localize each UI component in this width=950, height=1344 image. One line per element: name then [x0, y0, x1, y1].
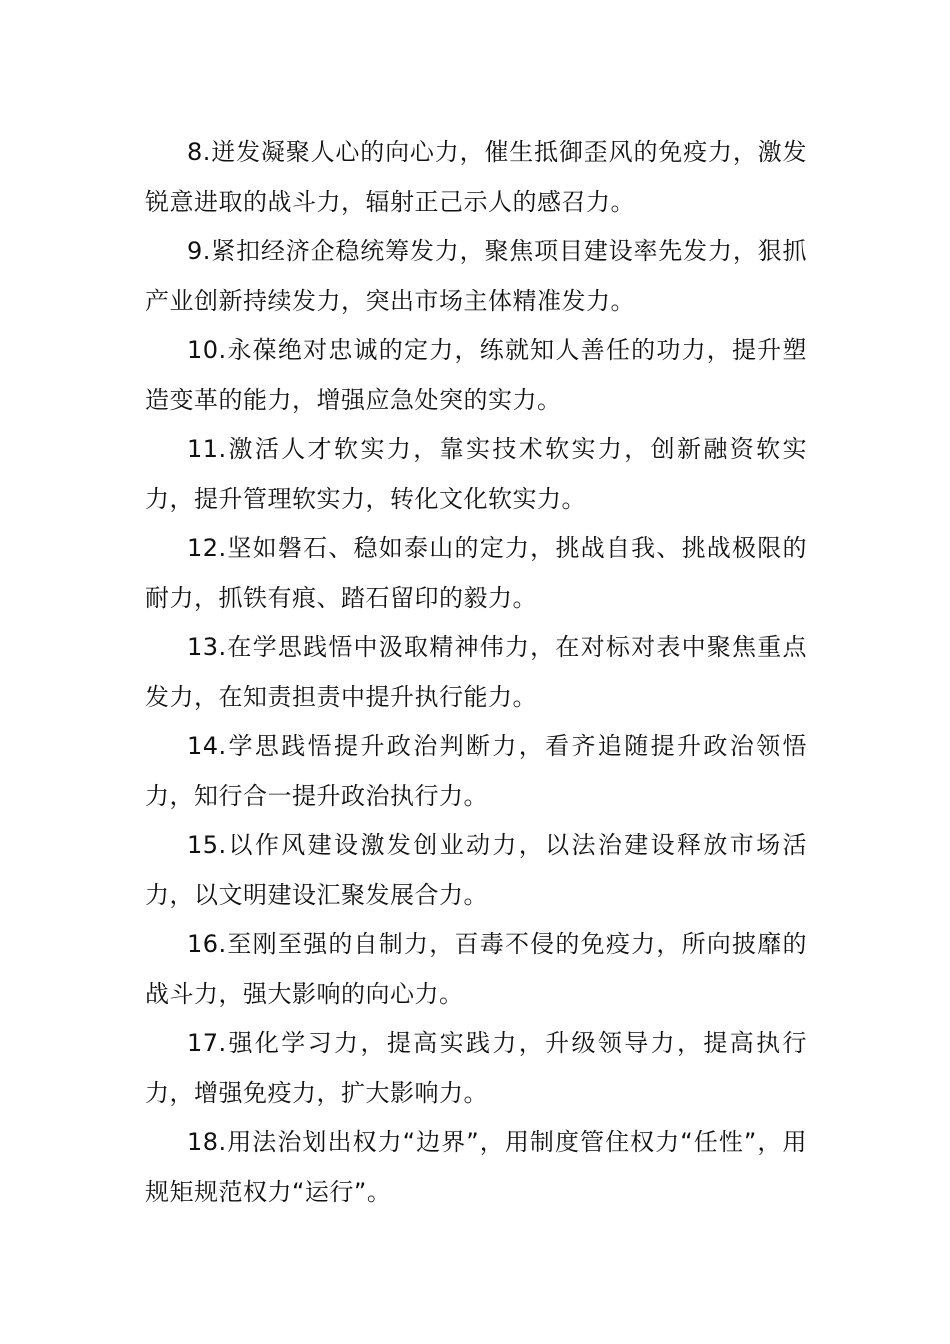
paragraph-13: 13.在学思践悟中汲取精神伟力，在对标对表中聚焦重点发力，在知责担责中提升执行能力。	[145, 633, 807, 711]
paragraph-10: 10.永葆绝对忠诚的定力，练就知人善任的功力，提升塑造变革的能力，增强应急处突的实力。	[145, 336, 807, 414]
paragraph-15: 15.以作风建设激发创业动力，以法治建设释放市场活力，以文明建设汇聚发展合力。	[145, 831, 807, 909]
paragraph-14: 14.学思践悟提升政治判断力，看齐追随提升政治领悟力，知行合一提升政治执行力。	[145, 732, 807, 810]
paragraph-18: 18.用法治划出权力“边界”，用制度管住权力“任性”，用规矩规范权力“运行”。	[145, 1128, 807, 1206]
paragraph-9: 9.紧扣经济企稳统筹发力，聚焦项目建设率先发力，狠抓产业创新持续发力，突出市场主体精准发力。	[145, 237, 807, 315]
paragraph-16: 16.至刚至强的自制力，百毒不侵的免疫力，所向披靡的战斗力，强大影响的向心力。	[145, 930, 807, 1008]
paragraph-12: 12.坚如磐石、稳如泰山的定力，挑战自我、挑战极限的耐力，抓铁有痕、踏石留印的毅力。	[145, 534, 807, 612]
paragraph-17: 17.强化学习力，提高实践力，升级领导力，提高执行力，增强免疫力，扩大影响力。	[145, 1029, 807, 1107]
paragraph-11: 11.激活人才软实力，靠实技术软实力，创新融资软实力，提升管理软实力，转化文化软实力。	[145, 435, 807, 513]
paragraph-8: 8.迸发凝聚人心的向心力，催生抵御歪风的免疫力，激发锐意进取的战斗力，辐射正己示人的感召力。	[145, 138, 807, 216]
document-body	[145, 128, 807, 1217]
